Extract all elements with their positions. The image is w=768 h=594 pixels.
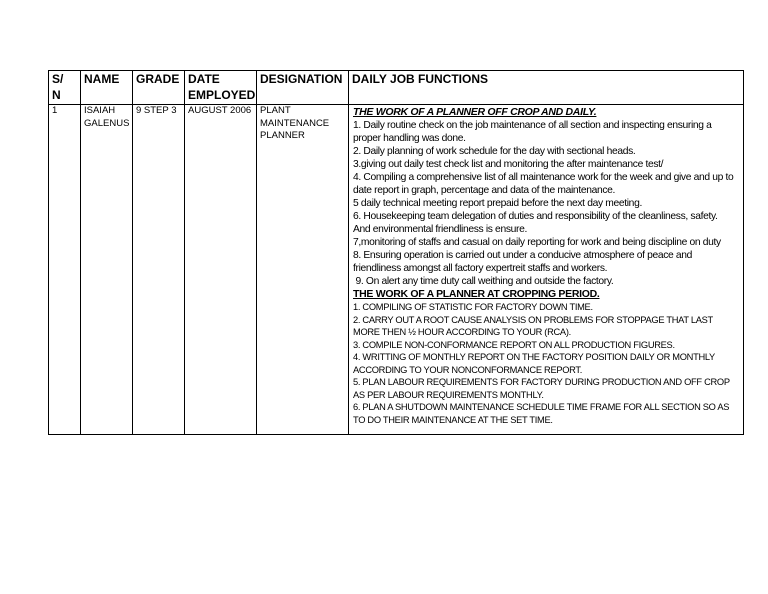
section1-line: And environmental friendliness is ensure.: [353, 224, 527, 235]
section1-line: 8. Ensuring operation is carried out under a conducive atmosphere of peace and: [353, 250, 693, 261]
header-grade: [133, 71, 185, 105]
designation-line-1: PLANT: [260, 105, 291, 116]
date-employed-value: AUGUST 2006: [188, 105, 252, 116]
name-line-1: ISAIAH: [84, 105, 116, 116]
section2-line: 6. PLAN A SHUTDOWN MAINTENANCE SCHEDULE TIME FRAME FOR ALL SECTION SO AS: [353, 402, 730, 412]
section2-line: 2. CARRY OUT A ROOT CAUSE ANALYSIS ON PROBLEMS FOR STOPPAGE THAT LAST: [353, 314, 713, 325]
cell-date-employed: [185, 105, 257, 435]
header-designation: [257, 71, 349, 105]
section1-line: 7,monitoring of staffs and casual on daily reporting for work and being discipline on duty: [353, 237, 721, 248]
section2-line: ACCORDING TO YOUR NONCONFORMANCE REPORT.: [353, 364, 583, 375]
section1-line: 3.giving out daily test check list and monitoring the after maintenance test/: [353, 159, 664, 170]
section2-line: 5. PLAN LABOUR REQUIREMENTS FOR FACTORY DURING PRODUCTION AND OFF CROP: [353, 377, 730, 387]
cell-sn: [49, 105, 81, 435]
designation-line-3: PLANNER: [260, 130, 305, 141]
section1-line: 6. Housekeeping team delegation of duties and responsibility of the cleanliness, safety.: [353, 211, 718, 222]
section1-line: 4. Compiling a comprehensive list of all maintenance work for the week and give and up to: [353, 172, 734, 183]
section2-line: AS PER LABOUR REQUIREMENTS MONTHLY.: [353, 389, 544, 400]
section1-title: THE WORK OF A PLANNER OFF CROP AND DAILY.: [353, 106, 597, 118]
section1-line: date report in graph, percentage and data of the maintenance.: [353, 185, 616, 196]
section2-title: THE WORK OF A PLANNER AT CROPPING PERIOD.: [353, 288, 600, 300]
cell-grade: [133, 105, 185, 435]
section1-line: 1. Daily routine check on the job maintenance of all section and inspecting ensuring a: [353, 120, 712, 131]
header-date-label-2: EMPLOYED: [188, 88, 256, 102]
cell-name: [81, 105, 133, 435]
name-line-2: GALENUS: [84, 117, 130, 129]
section1-line: 2. Daily planning of work schedule for the day with sectional heads.: [353, 146, 636, 157]
table-row: [49, 105, 744, 435]
header-sn: [49, 71, 81, 105]
section2-line: TO DO THEIR MAINTENANCE AT THE SET TIME.: [353, 414, 553, 425]
grade-value: 9 STEP 3: [136, 105, 177, 116]
header-grade-label: GRADE: [136, 72, 180, 86]
header-name-label: NAME: [84, 72, 120, 86]
sn-value: 1: [52, 105, 58, 116]
header-functions: [349, 71, 744, 105]
section1-line: proper handling was done.: [353, 133, 466, 144]
header-name: [81, 71, 133, 105]
section2-line: 3. COMPILE NON-CONFORMANCE REPORT ON ALL PRODUCTION FIGURES.: [353, 339, 675, 350]
header-date-employed: [185, 71, 257, 105]
section1-line: friendliness amongst all factory expertreit staffs and workers.: [353, 263, 608, 274]
cell-job-functions: [349, 105, 744, 435]
header-date-label-1: DATE: [188, 72, 220, 86]
table-header-row: [49, 71, 744, 105]
header-functions-label: DAILY JOB FUNCTIONS: [352, 72, 489, 86]
cell-designation: [257, 105, 349, 435]
section2-line: 1. COMPILING OF STATISTIC FOR FACTORY DOWN TIME.: [353, 302, 593, 312]
designation-line-2: MAINTENANCE: [260, 117, 330, 129]
header-sn-label: S/ N: [52, 72, 64, 102]
section2-line: 4. WRITTING OF MONTHLY REPORT ON THE FACTORY POSITION DAILY OR MONTHLY: [353, 352, 715, 362]
staff-job-table: [48, 70, 744, 435]
header-designation-label: DESIGNATION: [260, 72, 343, 86]
section2-line: MORE THEN ½ HOUR ACCORDING TO YOUR (RCA).: [353, 327, 571, 337]
section1-line: 9. On alert any time duty call weithing and outside the factory.: [353, 276, 614, 287]
section1-line: 5 daily technical meeting report prepaid before the next day meeting.: [353, 198, 642, 209]
